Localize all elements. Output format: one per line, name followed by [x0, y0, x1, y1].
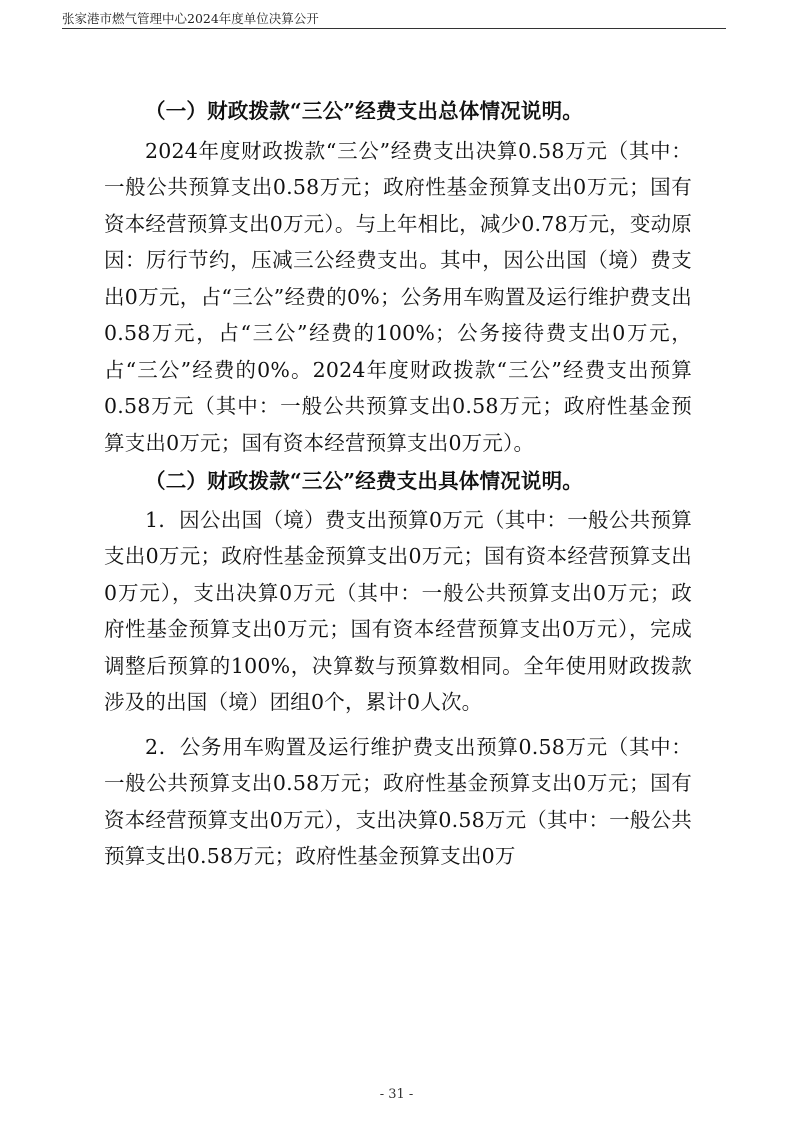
- document-body: [104, 93, 692, 875]
- paragraph-overall-summary: 2024年度财政拨款“三公”经费支出决算0.58万元（其中：一般公共预算支出0.58万元；政府性基金预算支出0万元；国有资本经营预算支出0万元）。与上年相比，减少0.78万元，变动原因：厉行节约，压减三公经费支出。其中，因公出国（境）费支出0万元，占“三公”经费的0%；公务用车购置及运行维护费支出0.58万元，占“三公”经费的100%；公务接待费支出0万元，占“三公”经费的0%。2024年度财政拨款“三公”经费支出预算0.58万元（其中：一般公共预算支出0.58万元；政府性基金预算支出0万元；国有资本经营预算支出0万元）。: [104, 138, 692, 455]
- page-number: - 31 -: [379, 1087, 414, 1102]
- section-heading-detail: （二）财政拨款“三公”经费支出具体情况说明。: [145, 469, 583, 493]
- paragraph-overseas-travel: 1．因公出国（境）费支出预算0万元（其中：一般公共预算支出0万元；政府性基金预算支出0万元；国有资本经营预算支出0万元），支出决算0万元（其中：一般公共预算支出0万元；政府性基金预算支出0万元；国有资本经营预算支出0万元），完成调整后预算的100%，决算数与预算数相同。全年使用财政拨款涉及的出国（境）团组0个，累计0人次。: [104, 507, 692, 714]
- paragraph-official-vehicles: 2．公务用车购置及运行维护费支出预算0.58万元（其中：一般公共预算支出0.58万元；政府性基金预算支出0万元；国有资本经营预算支出0万元），支出决算0.58万元（其中：一般公共预算支出0.58万元；政府性基金预算支出0万: [104, 734, 692, 868]
- header-divider: [62, 28, 726, 29]
- section-heading-overall: （一）财政拨款“三公”经费支出总体情况说明。: [145, 99, 583, 123]
- page-header-title: 张家港市燃气管理中心2024年度单位决算公开: [62, 11, 319, 26]
